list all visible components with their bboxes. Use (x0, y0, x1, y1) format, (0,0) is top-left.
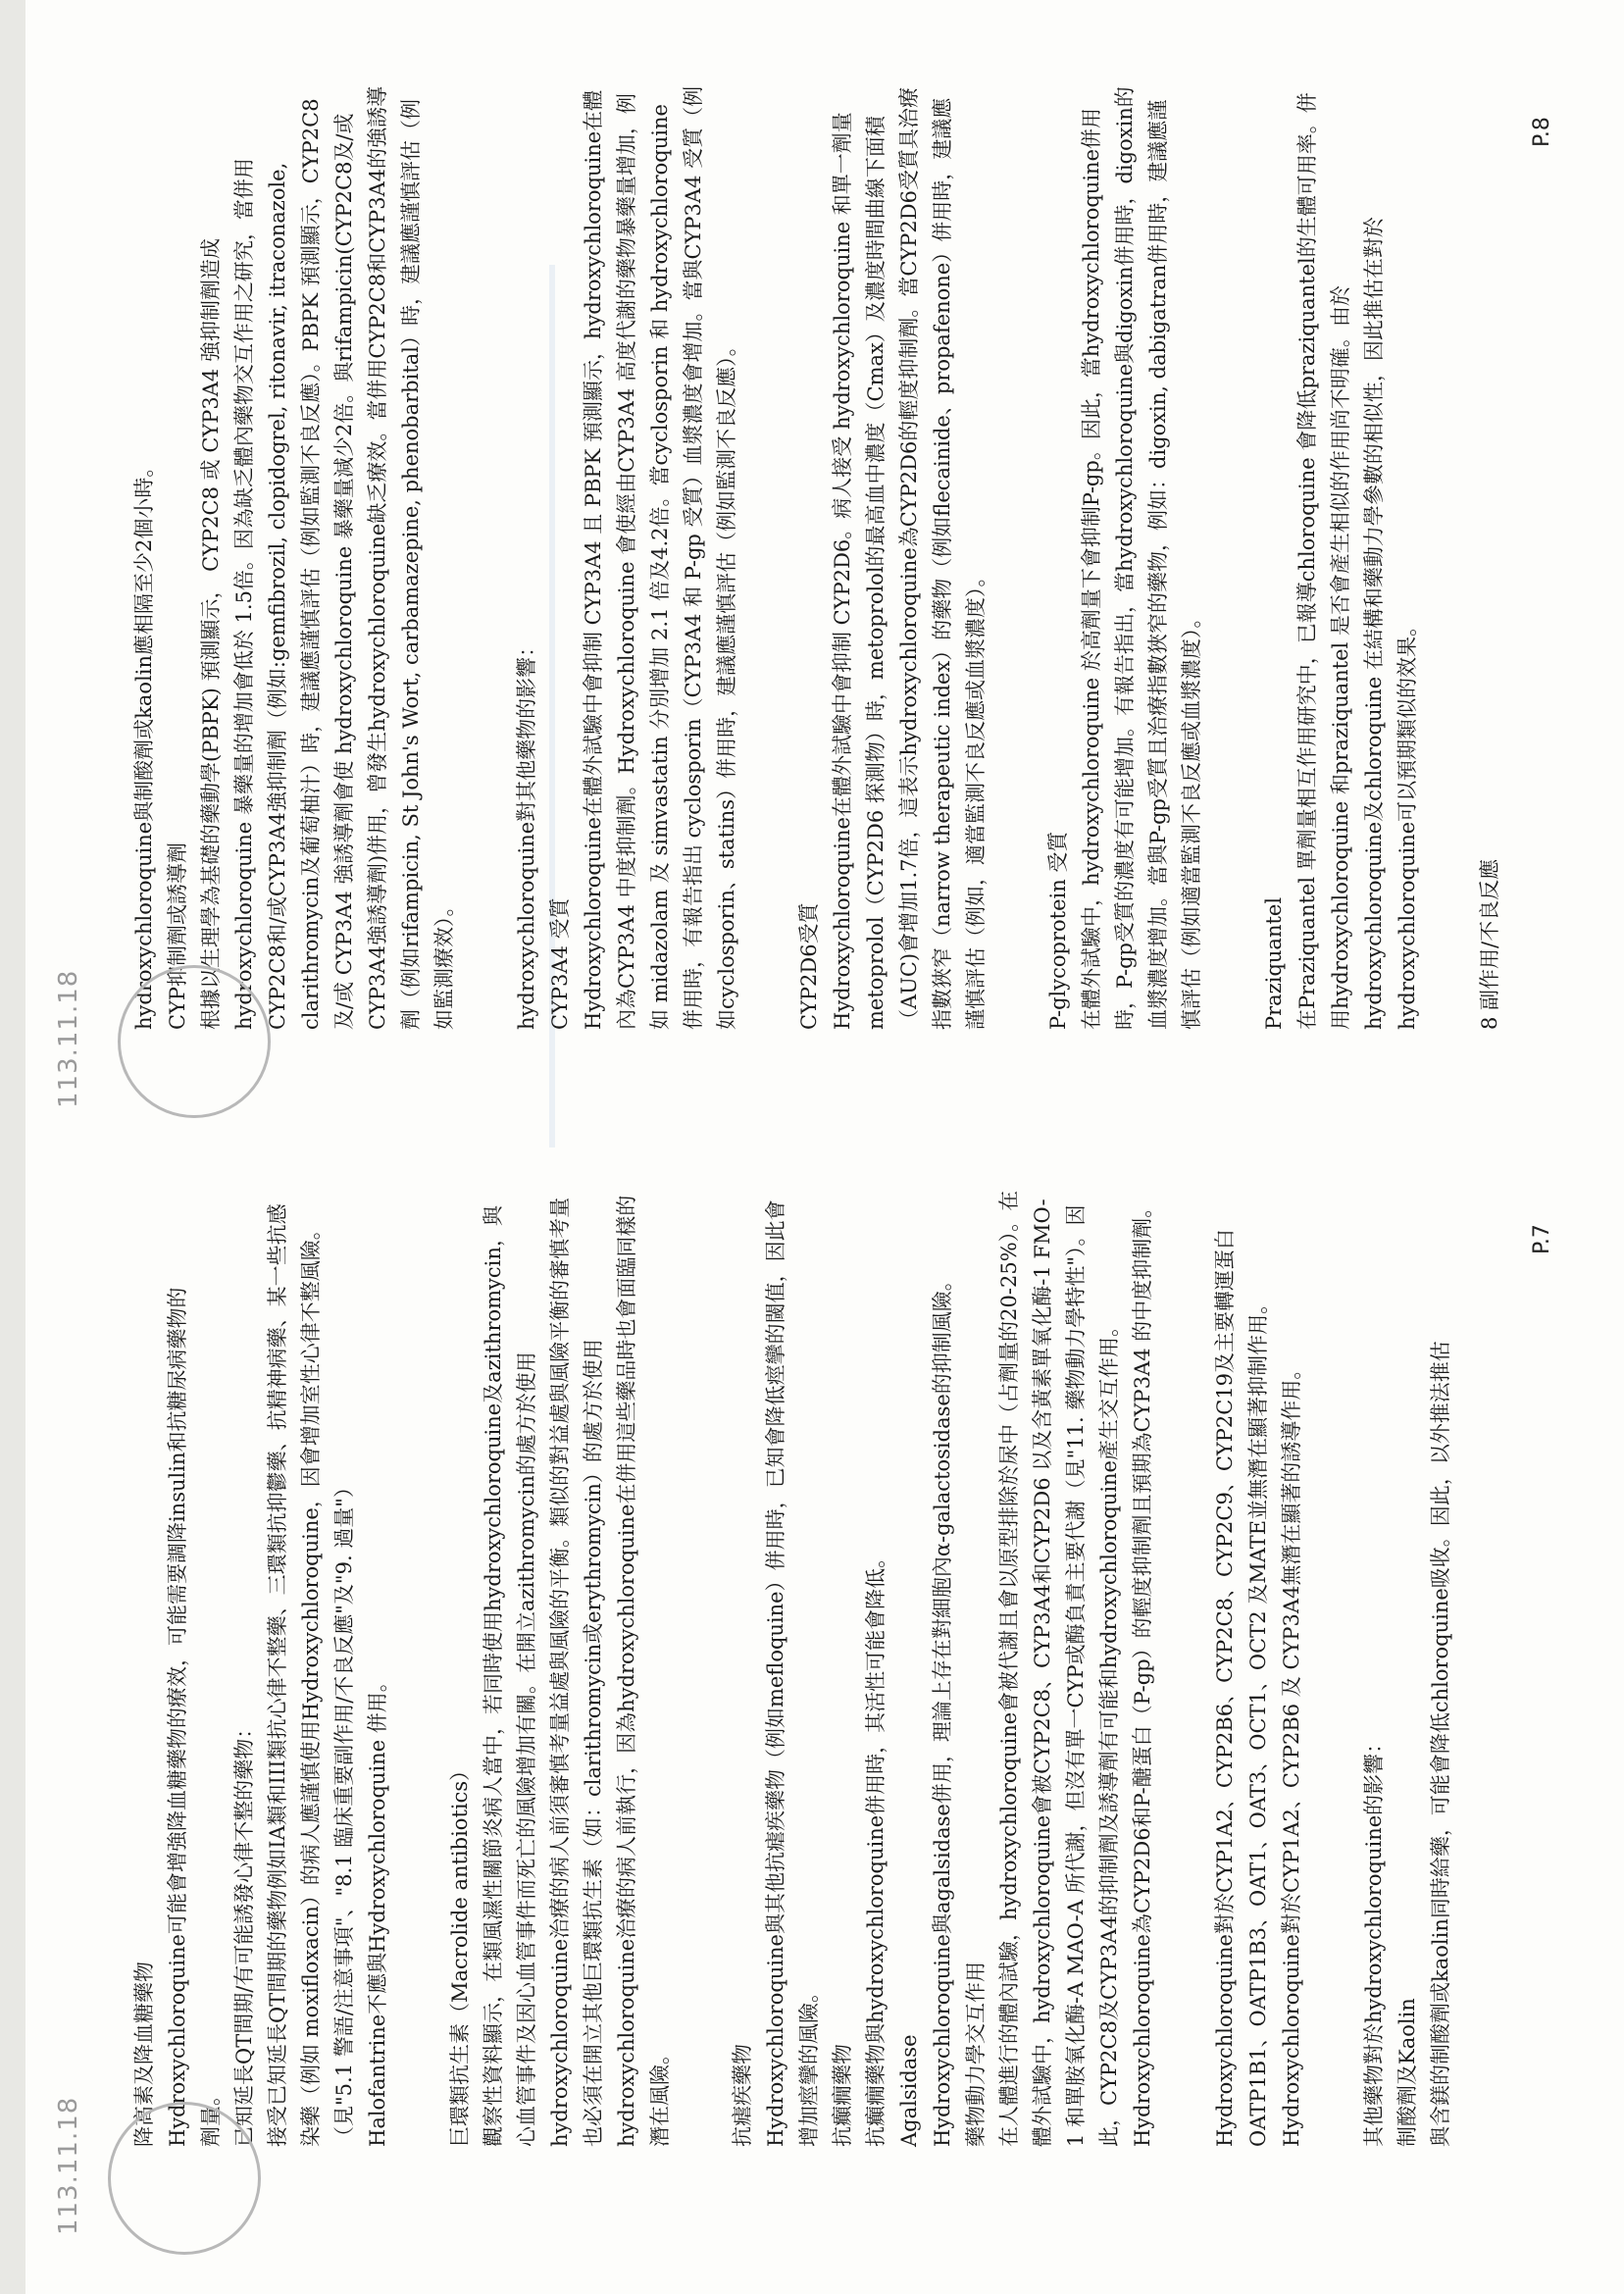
body-paragraph: Agalsidase (897, 2034, 921, 2147)
paragraph-spacer (1175, 1187, 1193, 2147)
body-paragraph: 降高素及降血糖藥物 (132, 1962, 156, 2147)
body-paragraph: 劑量。 (199, 2085, 223, 2147)
body-paragraph: Hydroxychloroquine在體外試驗中會抑制 CYP2D6。病人接受 hydroxychloroquine 和單一劑量 metoprolol（CYP2D6 探測物）時，metoprolol的最高血中濃度（Cmax）及濃度時間曲線下面積（AUC)會增加1.7倍，這表示hydroxychloroquine為CYP2D6的輕度抑制劑。當CYP2D6受質具治療指數狹窄（narrow therapeutic index）的藥物（例如flecainide、propafenone）併用時，建議應謹慎評估（例如，適當監測不良反應或血漿濃度）。 (831, 87, 988, 1030)
body-paragraph: 8 副作用/不良反應 (1478, 858, 1501, 1030)
body-paragraph: 觀察性資料顯示，在類風濕性關節炎病人當中，若同時使用hydroxychloroquine及azithromycin，與心血管事件及因心血管事件而死亡的風險增加有關。在開立azithromycin的處方於使用hydroxychloroquine治療的病人前須審慎考量益處與風險的平衡。類似的對益處與風險平衡的審慎考量也必須在開立其他巨環類抗生素（如：clarithromycin或erythromycin）的處方於使用hydroxychloroquine治療的病人前執行，因為hydroxychloroquine在併用這些藥品時也會面臨同樣的潛在風險。 (482, 1195, 672, 2147)
approval-seal (118, 965, 271, 1118)
body-paragraph: CYP抑制劑或誘導劑 (166, 841, 189, 1030)
page-7-body (127, 1187, 1457, 2147)
body-paragraph: Hydroxychloroquine與agalsidase併用，理論上存在對細胞內α-galactosidase的抑制風險。 (931, 1270, 954, 2147)
body-paragraph: CYP3A4 受質 (548, 897, 572, 1030)
body-paragraph: 抗癲癇藥物 (831, 2044, 854, 2147)
paragraph-spacer (1324, 1187, 1342, 2147)
page-7 (0, 1147, 1624, 2294)
body-paragraph: 在人體進行的體內試驗，hydroxychloroquine會被代謝且會以原型排除於尿中（占劑量的20-25%）。在體外試驗中，hydroxychloroquine會被CYP2C8、CYP3A4和CYP2D6 以及含黃素單氧化酶-1 FMO-1 和單胺氧化酶-A MAO-A 所代謝，但沒有單一CYP或酶負責主要代謝（見"11. 藥物動力學特性"）。因此，CYP2C8及CYP3A4的抑制劑及誘導劑有可能和hydroxychloroquine產生交互作用。Hydroxychloroquine為CYP2D6和P-醣蛋白（P-gp）的輕度抑制劑且預期為CYP3A4 的中度抑制劑。 (997, 1190, 1154, 2147)
paragraph-spacer (1008, 79, 1026, 1030)
body-paragraph: 與含鎂的制酸劑或kaolin同時給藥，可能會降低chloroquine吸收。因此，以外推法推估 (1429, 1341, 1452, 2147)
date-stamp: 113.11.18 (54, 2096, 83, 2235)
body-paragraph: 根據以生理學為基礎的藥動學(PBPK) 預測顯示， CYP2C8 或 CYP3A4 強抑制劑造成hydroxychloroquine 暴藥量的增加會低於 1.5倍。因為缺乏體內藥物交互作用之研究，當併用CYP2C8和/或CYP3A4強抑制劑（例如:gemfibrozil, clopidogrel, ritonavir, itraconazole, clarithromycin及葡萄柚汁）時，建議應謹慎評估（例如監測不良反應）。PBPK 預測顯示，CYP2C8 及/或 CYP3A4 強誘導劑會使 hydroxychloroquine 暴藥量減少2倍。與rifampicin(CYP2C8及/或CYP3A4強誘導劑)併用，曾發生hydroxychloroquine缺乏療效。當併用CYP2C8和CYP3A4的強誘導劑（例如rifampicin, St John's Wort, carbamazepine, phenobarbital）時，建議應謹慎評估（例如監測療效）。 (199, 85, 456, 1030)
body-paragraph: 藥物動力學交互作用 (964, 1962, 988, 2147)
date-stamp: 113.11.18 (54, 969, 83, 1108)
body-paragraph: Praziquantel (1262, 896, 1286, 1030)
body-paragraph: 接受已知延長QT間期的藥物例如IA類和III類抗心律不整藥、三環類抗抑鬱藥、抗精神病藥、某一些抗感染藥（例如 moxifloxacin）的病人應謹慎使用Hydroxychloroquine，因會增加室性心律不整風險。（見"5.1 警語/注意事項"、"8.1 臨床重要副作用/不良反應"及"9. 過量"） (266, 1203, 356, 2147)
paragraph-spacer (477, 79, 494, 1030)
body-paragraph: 在Praziquantel 單劑量相互作用研究中，已報導chloroquine 會降低praziquantel的生體可用率。併用hydroxychloroquine 和praziquantel 是否會產生相似的作用尚不明確。由於hydroxychloroquine及chloroquine 在結構和藥動力學參數的相似性，因此推估在對於hydroxychloroquine可以預期類似的效果。 (1295, 92, 1419, 1030)
body-paragraph: hydroxychloroquine與制酸劑或kaolin應相隔至少2個小時。 (132, 456, 156, 1030)
paragraph-spacer (1440, 79, 1457, 1030)
body-paragraph: 在體外試驗中，hydroxychloroquine 於高劑量下會抑制P-gp。因此，當hydroxychloroquine併用時，P-gp受質的濃度有可能增加。有報告指出，當hydroxychloroquine與digoxin併用時，digoxin的血漿濃度增加。當與P-gp受質且治療指數狹窄的藥物，例如：digoxin, dabigatran併用時，建議應謹慎評估（例如適當監測不良反應或血漿濃度）。 (1080, 86, 1203, 1030)
body-paragraph: Hydroxychloroquine可能會增強降血糖藥物的療效，可能需要調降insulin和抗糖尿病藥物的 (166, 1287, 189, 2147)
page-number: P.8 (1530, 117, 1554, 147)
body-paragraph: 抗瘧疾藥物 (731, 2044, 754, 2147)
body-paragraph: Hydroxychloroquine對於CYP1A2、CYP2B6、CYP2C8、CYP2C9、CYP2C19及主要轉運蛋白OATP1B1、OATP1B3、OAT1、OAT3、OCT1、OCT2 及MATE並無潛在顯著抑制作用。Hydroxychloroquine對於CYP1A2、CYP2B6 及 CYP3A4無潛在顯著的誘導作用。 (1213, 1228, 1303, 2147)
body-paragraph: hydroxychloroquine對其他藥物的影響： (515, 636, 538, 1030)
page-8 (0, 1, 1624, 1147)
body-paragraph: 巨環類抗生素（Macrolide antibiotics） (448, 1759, 472, 2147)
approval-seal (108, 2102, 261, 2255)
paragraph-spacer (1224, 79, 1242, 1030)
paragraph-spacer (410, 1187, 428, 2147)
body-paragraph: 制酸劑及Kaolin (1396, 1998, 1419, 2147)
body-paragraph: P-glycoprotein 受質 (1046, 831, 1070, 1030)
body-paragraph: Halofantrine不應與Hydroxychloroquine 併用。 (366, 1671, 389, 2147)
body-paragraph: 已知延長QT間期/有可能誘發心律不整的藥物： (232, 1717, 256, 2147)
page-number: P.7 (1530, 1224, 1554, 1254)
body-paragraph: Hydroxychloroquine在體外試驗中會抑制 CYP3A4 且 PBPK 預測顯示，hydroxychloroquine在體內為CYP3A4 中度抑制劑。Hydroxychloroquine 會使經由CYP3A4 高度代謝的藥物暴藥量增加，例如 midazolam 及 simvastatin 分別增加 2.1 倍及4.2倍。當cyclosporin 和 hydroxychloroquine 併用時，有報告指出 cyclosporin（CYP3A4 和 P-gp 受質）血漿濃度會增加。當與CYP3A4 受質（例如cyclosporin、statins）併用時，建議應謹慎評估（例如監測不良反應）。 (582, 85, 738, 1030)
body-paragraph: 其他藥物對於hydroxychloroquine的影響： (1362, 1732, 1386, 2147)
body-paragraph: 抗癲癇藥物與hydroxychloroquine併用時，其活性可能會降低。 (864, 1547, 888, 2147)
paragraph-spacer (692, 1187, 710, 2147)
body-paragraph: Hydroxychloroquine與其他抗瘧疾藥物（例如mefloquine）併用時，已知會降低痙攣的閾值，因此會增加痙攣的風險。 (764, 1199, 821, 2147)
paragraph-spacer (759, 79, 777, 1030)
page-8-body (127, 79, 1506, 1030)
body-paragraph: CYP2D6受質 (797, 902, 821, 1030)
